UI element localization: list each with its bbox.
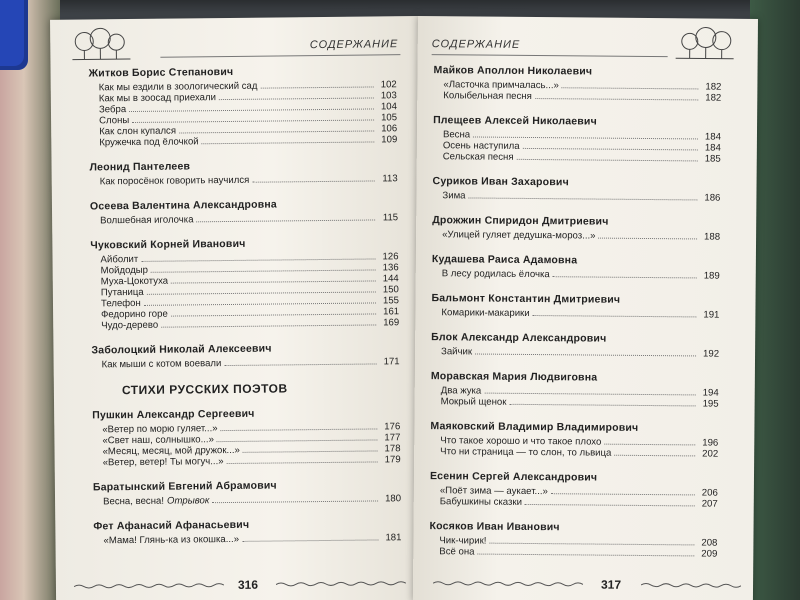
- dot-leader: [553, 275, 697, 278]
- entry-page-number: 188: [704, 231, 721, 243]
- author-name: Бальмонт Константин Дмитриевич: [431, 292, 621, 306]
- toc-entry: [431, 346, 719, 360]
- dot-leader: [171, 279, 376, 283]
- entry-page-number: 178: [384, 443, 401, 455]
- entry-title: «Ветер по морю гуляет...»: [102, 423, 218, 436]
- toc-group: [430, 470, 718, 510]
- dot-leader: [219, 96, 374, 100]
- entry-page-number: 206: [701, 487, 718, 499]
- entry-page-number: 155: [382, 295, 400, 307]
- entry-title: Волшебная иголочка: [100, 214, 194, 227]
- author-name: Фет Афанасий Афанасьевич: [93, 518, 250, 533]
- entry-page-number: 189: [703, 270, 720, 282]
- entry-page-number: 209: [701, 548, 718, 560]
- dot-leader: [129, 107, 374, 112]
- author-name: Леонид Пантелеев: [89, 160, 191, 174]
- dot-leader: [171, 312, 376, 316]
- entry-page-number: 180: [384, 493, 402, 505]
- dot-leader: [144, 301, 376, 305]
- entry-page-number: 181: [385, 532, 402, 544]
- entry-page-number: 169: [383, 317, 400, 329]
- dot-leader: [202, 140, 375, 144]
- toc-group: [429, 520, 717, 560]
- entry-page-number: 102: [380, 79, 397, 91]
- author-name: Блок Александр Александрович: [431, 331, 607, 345]
- entry-page-number: 105: [380, 112, 398, 124]
- entry-title: Чик-чирик!: [439, 535, 487, 547]
- author-name: Есенин Сергей Александрович: [429, 470, 598, 484]
- entry-page-number: 106: [381, 123, 398, 135]
- toc-group: [431, 331, 719, 360]
- header-rule: [160, 54, 400, 58]
- toc-entry: [91, 317, 399, 331]
- entry-page-number: 182: [705, 81, 722, 93]
- toc-group: [91, 341, 399, 370]
- entry-title: Что такое хорошо и что такое плохо: [440, 435, 602, 448]
- entry-page-number: 185: [704, 153, 721, 165]
- entry-page-number: 194: [702, 387, 719, 399]
- dot-leader: [212, 499, 378, 503]
- entry-title: Что ни страница — то слон, то львица: [440, 446, 612, 459]
- entry-title: Кружечка под ёлочкой: [99, 136, 199, 149]
- entry-page-number: 182: [705, 92, 722, 104]
- toc-entry: [93, 454, 401, 468]
- entry-title: Два жука: [440, 385, 482, 397]
- entry-page-number: 191: [703, 309, 720, 321]
- author-name: Маяковский Владимир Владимирович: [430, 420, 639, 434]
- dot-leader: [489, 542, 694, 546]
- wave-ornament: [276, 580, 406, 587]
- tree-ornament-icon: [70, 27, 132, 64]
- dot-leader: [197, 218, 376, 222]
- toc-group: [93, 517, 401, 546]
- entry-title: Как мы в зоосад приехали: [98, 92, 216, 105]
- entry-page-number: 196: [702, 437, 719, 449]
- dot-leader: [224, 362, 376, 366]
- entry-title: Мойдодыр: [100, 264, 149, 277]
- entry-page-number: 179: [384, 454, 401, 466]
- dot-leader: [179, 129, 374, 133]
- dot-leader: [525, 503, 695, 506]
- author-name: Житков Борис Степанович: [88, 65, 234, 80]
- author-name: Заболоцкий Николай Алексеевич: [91, 342, 272, 357]
- entry-title: Всё она: [439, 546, 475, 558]
- dot-leader: [484, 392, 695, 396]
- wave-ornament: [641, 582, 741, 589]
- author-name: Кудашева Раиса Адамовна: [431, 253, 578, 267]
- dot-leader: [517, 158, 698, 162]
- dot-leader: [614, 454, 695, 457]
- entry-title: Бабушкины сказки: [439, 496, 523, 508]
- toc-group: [90, 236, 399, 331]
- toc-entry: [93, 493, 401, 507]
- toc-entry: [431, 396, 719, 410]
- entry-page-number: 171: [383, 356, 400, 368]
- toc-entry: [430, 496, 718, 510]
- entry-page-number: 126: [382, 251, 399, 263]
- toc-entry: [89, 134, 397, 148]
- dot-leader: [473, 135, 698, 139]
- toc-group: [89, 64, 398, 148]
- dot-leader: [260, 85, 373, 88]
- entry-title: «Свет наш, солнышко...»: [102, 434, 214, 447]
- entry-title: Айболит: [100, 253, 139, 266]
- author-name: Дрожжин Спиридон Дмитриевич: [432, 214, 609, 228]
- entry-page-number: 113: [382, 173, 398, 185]
- dot-leader: [252, 179, 374, 182]
- entry-title: Комарики-макарики: [441, 307, 530, 319]
- entry-title: «Месяц, месяц, мой дружок...»: [102, 444, 240, 458]
- toc-group: [432, 214, 720, 243]
- toc-group: [432, 175, 720, 204]
- entry-title: «Мама! Глянь-ка из окошка...»: [103, 533, 240, 547]
- toc-entry: [429, 546, 717, 560]
- toc-entry: [433, 151, 721, 165]
- dot-leader: [535, 97, 698, 100]
- author-name: Пушкин Александр Сергеевич: [92, 407, 255, 422]
- dot-leader: [141, 257, 375, 261]
- toc-entry: [92, 356, 400, 370]
- entry-title: Весна, весна!: [103, 495, 165, 508]
- header-rule: [432, 54, 668, 57]
- author-name: Плещеев Алексей Николаевич: [433, 114, 597, 128]
- entry-title: Мокрый щенок: [440, 396, 507, 408]
- entry-title: «Ласточка примчалась...»: [443, 79, 559, 92]
- wave-ornament: [74, 582, 224, 590]
- toc-group: [92, 406, 401, 468]
- author-name: Баратынский Евгений Абрамович: [92, 479, 277, 494]
- entry-title: Федорино горе: [101, 308, 168, 321]
- entry-title: Зебра: [98, 104, 127, 116]
- entry-page-number: 208: [701, 537, 718, 549]
- dot-leader: [562, 86, 699, 89]
- toc-group: [431, 370, 719, 410]
- toc-entry: [431, 307, 719, 321]
- dot-leader: [221, 427, 378, 431]
- entry-page-number: 184: [704, 142, 721, 154]
- page-number: 317: [600, 577, 622, 592]
- dot-leader: [151, 268, 376, 272]
- wave-ornament: [433, 580, 583, 587]
- entry-title: Муха-Цокотуха: [100, 275, 169, 288]
- entry-title: Чудо-дерево: [101, 319, 159, 332]
- author-name: Моравская Мария Людвиговна: [430, 370, 598, 384]
- entry-page-number: 177: [384, 432, 401, 444]
- dot-leader: [469, 196, 698, 200]
- dot-leader: [243, 449, 378, 452]
- entry-title: Слоны: [99, 115, 130, 127]
- entry-page-number: 184: [704, 131, 722, 143]
- entry-title: Осень наступила: [442, 140, 520, 152]
- entry-title: Сельская песня: [442, 151, 514, 163]
- entry-page-number: 115: [382, 212, 399, 224]
- entry-title: Как мы ездили в зоологический сад: [98, 80, 258, 94]
- toc-right: [429, 64, 721, 572]
- dot-leader: [523, 147, 698, 151]
- entry-title: Путаница: [100, 286, 144, 299]
- entry-page-number: 202: [702, 448, 719, 460]
- toc-entry: [432, 229, 720, 243]
- toc-group: [432, 253, 720, 282]
- dot-leader: [132, 118, 374, 123]
- entry-title: Телефон: [100, 297, 141, 310]
- dot-leader: [551, 492, 695, 495]
- entry-subtitle: Отрывок: [166, 495, 210, 507]
- entry-title: «Ветер, ветер! Ты могуч...»: [102, 456, 224, 469]
- entry-title: «Улицей гуляет дедушка-мороз...»: [442, 229, 596, 242]
- background-right-cover: [750, 0, 800, 600]
- toc-group: [90, 158, 398, 187]
- dot-leader: [604, 443, 695, 446]
- toc-group: [433, 114, 721, 165]
- tree-ornament-icon: [674, 26, 736, 63]
- entry-page-number: 192: [702, 348, 720, 360]
- toc-entry: [432, 268, 720, 282]
- dot-leader: [161, 323, 376, 327]
- author-name: Майков Аполлон Николаевич: [433, 64, 593, 78]
- entry-page-number: 186: [704, 192, 721, 204]
- dot-leader: [147, 290, 376, 294]
- toc-entry: [90, 173, 398, 187]
- toc-entry: [432, 190, 720, 204]
- author-name: Осеева Валентина Александровна: [89, 198, 277, 213]
- toc-group: [431, 292, 719, 321]
- entry-page-number: 161: [383, 306, 400, 318]
- left-page: [50, 16, 424, 600]
- entry-title: «Поёт зима — аукает...»: [439, 485, 548, 498]
- entry-page-number: 195: [702, 398, 719, 410]
- toc-entry: [433, 90, 721, 104]
- entry-title: Зайчик: [441, 346, 473, 358]
- section-title: СТИХИ РУССКИХ ПОЭТОВ: [121, 381, 288, 398]
- toc-entry: [93, 532, 401, 546]
- dot-leader: [475, 353, 696, 357]
- dot-leader: [477, 553, 694, 557]
- dot-leader: [533, 314, 697, 317]
- entry-title: Колыбельная песня: [443, 90, 532, 102]
- entry-page-number: 104: [380, 101, 398, 113]
- entry-page-number: 176: [384, 421, 401, 433]
- toc-entry: [90, 212, 398, 226]
- author-name: Суриков Иван Захарович: [432, 175, 569, 189]
- author-name: Чуковский Корней Иванович: [90, 237, 246, 252]
- toc-group: [93, 478, 401, 507]
- toc-group: [433, 64, 721, 104]
- entry-page-number: 103: [380, 90, 397, 102]
- toc-left: [89, 64, 402, 559]
- toc-group: [430, 420, 718, 460]
- toc-entry: [430, 446, 718, 460]
- entry-title: В лесу родилась ёлочка: [441, 268, 550, 281]
- entry-title: Как поросёнок говорить научился: [99, 174, 250, 188]
- author-name: Косяков Иван Иванович: [429, 520, 560, 534]
- running-head: СОДЕРЖАНИЕ: [431, 38, 521, 51]
- entry-title: Как слон купался: [99, 125, 177, 138]
- page-number: 316: [237, 577, 259, 592]
- entry-page-number: 144: [382, 273, 399, 285]
- entry-title: Как мыши с котом воевали: [101, 358, 222, 371]
- dot-leader: [242, 538, 378, 541]
- dot-leader: [509, 403, 695, 407]
- entry-title: Зима: [442, 190, 466, 202]
- toc-group: [90, 197, 398, 226]
- entry-title: Весна: [442, 129, 471, 141]
- dot-leader: [227, 460, 378, 464]
- entry-page-number: 150: [382, 284, 399, 296]
- running-head: СОДЕРЖАНИЕ: [309, 38, 399, 52]
- entry-page-number: 109: [381, 134, 398, 146]
- entry-page-number: 207: [701, 498, 718, 510]
- right-page: [413, 16, 758, 600]
- entry-page-number: 136: [382, 262, 399, 274]
- blue-marker: [0, 0, 28, 70]
- dot-leader: [217, 438, 378, 442]
- dot-leader: [599, 237, 698, 240]
